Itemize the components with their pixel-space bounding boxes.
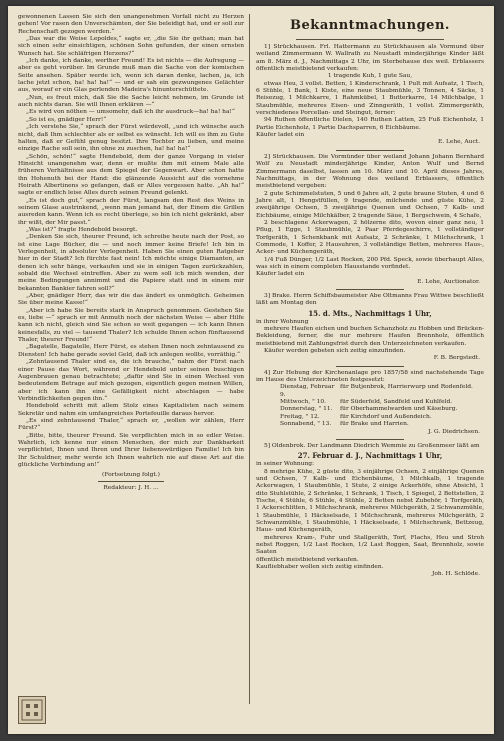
notice-4 xyxy=(256,370,484,436)
story-paragraph: „Bitte, bitte, theurer Freund. Sie verpflichten mich in so edler Weise. Wahrlich, ich kenne nur einen Menschen, der mich zur Dankbarkeit verpflichtet, Ihnen und Ihren und Ihrer liebenswürdigen Familie! Ich bin Ihr Schuldner, mehr werde ich Ihnen wahrlich nie auf diese Art auf die glückliche Verbindung an!“ xyxy=(18,432,244,468)
schedule-row xyxy=(256,421,484,428)
story-paragraph: „So ist es, gnädiger Herr!“ xyxy=(26,116,107,123)
schedule-day: Dienstag, Februar 9. xyxy=(280,384,335,398)
notice-paragraph: in seiner Wohnung: xyxy=(256,461,315,468)
schedule-day: Donnerstag, " 11. xyxy=(280,406,333,413)
notice-paragraph: 94 Ruthen öffentliche Dielen, 140 Ruthen Latten, 25 Fuß Eichenholz, 1 Partie Eichenholz, 1 Partie Dachsparren, 6 Eichbäume. xyxy=(256,117,484,131)
schedule-row xyxy=(256,384,484,399)
notice-signature: F. B. Bergstedt. xyxy=(433,355,480,362)
notice-paragraph: etwas Heu, 3 vollst. Betten, 1 Kinderschrank, 1 Pult mit Aufsatz, 1 Tisch, 6 Stühle, 1 Bank, 1 Kiste, eine neue Staubmühle, 3 Tonnen, 4 Säcke, 1 Reisezug, 1 Milchkarre, 1 Rahmkübel, 1 Butterkarre, 14 Milchbalge, 1 Staubmühle, mehreres Eisen- und Zinngeräth, 1 vollst. Zimmergeräth, verschiedenes Porcellan- und Steingut, ferner: xyxy=(256,80,484,117)
notice-paragraph: 3] Brake. Herrn Schiffsbaumeister Abe Oltmanns Frau Wittwe beschließt läßt am Montag den xyxy=(256,293,484,307)
notice-paragraph: 1/4 Fuß Dünger, 1/2 Last Rocken, 200 Pfd. Speck, sowie überhaupt Alles, was sich in einem completen Hausstande vorfindet. xyxy=(256,256,484,270)
auction-date: 27. Februar d. J., Nachmittags 1 Uhr, xyxy=(297,451,443,461)
notice-paragraph: 1] Strückhausen. Frl. Hattermann zu Strückhausen als Vormund über weiland Zimmermann W. Wallrath zu Neustadt minderjährige Kinder läßt am 8. März d. J., Nachmittags 2 Uhr, im Sterbehause des weil. Erblassers öffentlich meistbietend verkaufen: xyxy=(256,44,484,73)
heading-rule xyxy=(296,39,444,40)
notice-paragraph: 4] Zur Hebung der Kirchenanlage pro 1857/58 sind nachstehende Tage im Hause des Unterzeichneten festgesetzt: xyxy=(256,369,484,384)
story-paragraph: „Es sind zehntausend Thaler,“ sprach er, „wollen wir zählen, Herr Fürst?“ xyxy=(18,417,244,432)
notice-paragraph: Käufer ladet ein xyxy=(256,271,305,278)
notice-signature: E. Lehe, Auct. xyxy=(437,139,480,146)
schedule-day: Mittwoch, " 10. xyxy=(280,399,327,406)
schedule-day: Freitag, " 12. xyxy=(280,413,320,420)
notice-paragraph: mehrere Haufen eichen und buchen Schanzholz zu Hobben und Brücken-Bekleidung, ferner, die nur mehrere Haufen Brennholz, öffentlich meistbietend mit Zahlungsfrist durch den Unterzeichneten verkaufen. xyxy=(256,326,484,347)
library-stamp-icon xyxy=(18,696,46,724)
schedule-place: für Kirchdorf und Außendeich. xyxy=(340,413,432,420)
notice-rule xyxy=(336,289,404,290)
newspaper-page xyxy=(8,6,494,734)
notice-paragraph: Käufer werden gebeten sich zeitig einzufinden. xyxy=(264,348,406,355)
column-divider xyxy=(249,14,250,704)
notice-paragraph: 5] Oldenbrok. Der Landmann Diedrich Wemmie zu Großenmeer läßt am xyxy=(264,442,480,449)
notice-paragraph: Käufer ladet ein xyxy=(256,132,305,139)
schedule-row xyxy=(256,414,484,421)
notice-paragraph: 1 tragende Kuh, 1 gute Sau, xyxy=(327,73,413,80)
story-paragraph: „Aber ich habe Sie bereits stark in Anspruch genommen. Gestehen Sie es, liebe —“ sprach er mit Anmuth noch der nächsten Weise — aber Hilfe kann ich nicht, gleich sind Sie schon so weit gegangen — ich kann Ihnen keinesfalls, zu viel — tausend Thaler? Ich schulde Ihnen schon fünftausend Thaler, theurer Freund!“ xyxy=(18,307,244,344)
schedule-place: für Brake und Harrien. xyxy=(340,421,409,428)
story-paragraph: „Aber, gnädiger Herr, das wir die das ändert es unmöglich. Geheimen Sie über meine Kasse!“ xyxy=(18,293,244,307)
story-paragraph: „Nun, es freut mich, daß Sie die Sache leicht nehmen, im Grunde ist auch nichts daran. Sie will Ihnen erklären —“ xyxy=(18,94,244,109)
footer-credit: Redakteur: J. H. ... xyxy=(103,485,159,492)
notice-paragraph: öffentlich meistbietend verkaufen. xyxy=(256,556,359,563)
schedule-place: für Oberhammelwarden und Käseburg. xyxy=(340,406,458,413)
notice-rule xyxy=(336,366,404,367)
notice-signature: J. G. Diedrichsen. xyxy=(428,428,480,435)
story-paragraph: „Das war die Weise Lepoldes,“ sagte er, „die Sie ihr gethan; man hat sich einen sehr einsichtigen, schönen Sohn gefunden, der einen ernsten Wunsch hat. Sie schläfrigen Herzens?“ xyxy=(18,36,244,57)
schedule-row xyxy=(256,406,484,413)
section-heading: Bekanntmachungen. xyxy=(290,18,450,33)
story-paragraph: „Ich danke, ich danke, werther Freund! Es ist nichts — die Aufregung — aber es geht vorüber. Im Grunde muß man die Sache von der komischen Seite ansehen. Später werde ich, wenn ich daran denke, lachen, ja, ich lache jetzt schon, ha! ha! ha!“ — und er sah ein gezwungenes Gelächter aus, worauf er ein Glas perlenden Madeira's hinunterschüttete. xyxy=(18,58,244,94)
notice-rule xyxy=(336,150,404,151)
story-paragraph: „Bagatelle, Bagatelle, Herr Fürst, es stehen Ihnen noch zehntausend zu Diensten! Ich habe gerade soviel Geld, daß ich anlegen wollte, vorräthig.“ xyxy=(18,344,244,358)
notice-paragraph: mehreres Kram-, Fuhr und Stallgeräth, Torf, Flachs, Heu und Stroh nebst Roggen, 1/2 Last Rocken, 1/2 Last Roggen, Saat, Brennholz, sowie Saaten xyxy=(256,534,484,556)
story-paragraph: Hendebold schritt mit allem Stolz eines Kapitalisten nach seinem Sekretär und nahm ein umfangreiches Portefeuille daraus hervor. xyxy=(18,403,244,417)
story-paragraph: „Was ist?“ fragte Hendebold besorgt. xyxy=(26,226,138,233)
notice-signature: E. Lehe, Auctionator. xyxy=(417,278,480,285)
auction-date: 15. d. Mts., Nachmittags 1 Uhr, xyxy=(308,308,432,318)
schedule-day: Sonnabend, " 13. xyxy=(280,421,332,428)
continuation-note: (Fortsetzung folgt.) xyxy=(102,472,160,479)
story-paragraph: „Schön, schön!“ sagte Hendebold, dem der ganze Vorgang in vieler Hinsicht unangenehm war, denn er mußte ihm mit einem Male alle früheren Verhältnisse aus dem Spiegel der Gegenwart. Aber schon hatte ihn Hohenuth bei der Hand: die glänzende Aussicht auf die vornehme Heirath Albertinens so gefangen, daß er Alles vergessen hatte. „Ah ha!“ sagte er endlich leise Alles durch seinen Freund gelenkt. xyxy=(18,153,244,197)
notice-paragraph: 2] Strückhausen. Die Vormünder über weiland Johann Johann Bernhard Wolf zu Neustadt minderjährige Kinder, Anton Wulf und Bernd Zimmermann daselbst, lassen am 10. März und 10. April dieses Jahres, Nachmittags, in der Wohnung des weiland Erblassers, öffentlich meistbietend vergeben: xyxy=(256,153,484,190)
story-paragraph: „Es wird von nöthen — umsomehr, daß ich ihr ausdruck—ha! ha! ha!“ xyxy=(26,109,235,116)
notice-paragraph: 2 gute Schimmelstuten, 5 und 6 Jahre alt, 2 gute braune Stuten, 4 und 6 Jahre alt, 1 Hengstfüllen, 9 tragende, milchende und güste Kühe, 2 zweijährige Ochsen, 5 zweijährige Quenen und Ochsen, 7 Kalb- und Eichbäume, einige Milchkälber, 2 tragende Säue, 1 Bergschwein, 4 Schafe, xyxy=(256,190,484,219)
schedule-place: für Butjenbrok, Harrierwurp und Rodenfeld. xyxy=(340,384,473,391)
schedule-place: für Süderfeld, Sandfeld und Kuhlfeld. xyxy=(340,399,453,406)
notice-2 xyxy=(256,154,484,286)
story-paragraph: „Ich verstehe Sie,“ sprach der Fürst würdevoll, „und ich wünsche auch nicht, daß Ihm schlechter als er selbst es wünscht. Ich will es ihm zu Gute halten, daß er Gefühl genug besitzt. Ihre Tochter zu lieben, und meine einzige Rache soll sein, ihn ohne zu zuschen, ha! ha! ha!“ xyxy=(18,124,244,153)
notice-signature: Joh. H. Schlöde. xyxy=(431,571,480,578)
divider-rule xyxy=(98,481,164,482)
schedule-row xyxy=(256,399,484,406)
story-paragraph: „Zehntausend Thaler sind es, die ich brauche,“ nahm der Fürst nach einer Pause das Wort, während er Hendebold unter seinen buschigen Augenbrauen genau betrachtete; „dafür sind Sie in einen Wechsel von bedeutendem Betrage auf mich gezogen, eigentlich gegen meinen Willen, aber ich kann ihn eine Gefälligkeit nicht abschlagen — habe Verbindlichkeiten gegen ihn.“ xyxy=(18,359,244,402)
story-paragraph: „Es ist doch gut,“ sprach der Fürst, langsam den Rest des Weins in seinem Glase austrinkend, „wenn man jemand hat, der Einem die Grillen ausreden kann. Wenn ich es recht überlege, so bin ich nicht gekränkt, aber ihr wißt, der Mir passt.“ xyxy=(18,197,244,226)
notice-paragraph: 2 beschlagene Ackerwagen, 2 hölzerne dito, wovon einer ganz neu, 1 Pflug, 1 Egge, 1 Staubmühle, 2 Paar Pferdegeschirre, 1 vollständiger Torfgeräth, 1 Schenkbank mit Aufsatz, 2 Schränke, 1 Milchschrank, 1 Commode, 1 Koffer, 2 Hausuhren, 3 vollständige Betten, mehreres Haus-, Acker- und Küchengeräth, xyxy=(256,219,484,256)
notice-1 xyxy=(256,44,484,147)
notice-rule xyxy=(336,439,404,440)
notice-paragraph: in ihrer Wohnung xyxy=(256,318,309,325)
notices-column xyxy=(256,14,484,579)
story-column xyxy=(18,14,244,491)
story-paragraph: gewonnenen Lassen Sie sich den unangenehmen Vorfall nicht zu Herzen gehen! Vor rasen den Unverschämten, der Sie beleidigt hat, und er soll zur Rechenschaft gezogen werden.“ xyxy=(18,14,244,35)
notice-paragraph: 8 mehrige Kühe, 2 güste dito, 3 einjährige Ochsen, 2 einjährige Quenen und Ochsen, 7 Kalb- und Eichenbäume, 1 Milchkalb, 1 tragende Ackerwagen, 1 Staubmühle, 1 Stute, 2 einige Ackerhöfe, ohne Absicht, 1 dito Stuhlstühle, 2 Schränke, 1 Schrank, 1 Tisch, 1 Spiegel, 2 Bettstellen, 2 Tische, 4 Stühle, 6 Stühle, 4 Stühle, 2 Betten nebst Zubehör, 1 Torfgeräth, 1 Ackerschlitten, 1 Milchschrank, mehreres Milchgeräth, 2 Schwanzmühle, 1 Staubmühle, 1 Häckselsade, 1 Milchschrank, mehreres Milchgeräth, 2 Schwanzmühle, 1 Staubmühle, 1 Häckselsade, 1 Milchschrank, Bettzeug, Haus- und Küchengeräth, xyxy=(256,468,484,534)
notice-paragraph: Kaufliebhaber wollen sich zeitig einfinden. xyxy=(256,564,384,570)
notice-3 xyxy=(256,293,484,363)
story-paragraph: „Denken Sie sich, theurer Freund, ich schreibe heute nach der Post, so ist eine Lage Bücher, die — und noch immer keine Briefe! Ich bin in Verlegenheit, in absoluter Verlegenheit. Haben Sie einen guten Ratgeber hier in der Stadt? Ich fürchte fast nein! Ich möchte einige Diamanten, an denen ich sehr hänge, verkaufen und sie in einigen Tagen zurückzahlen, sobald die Wechsel eintreffen. Aber zu wem soll ich mich wenden, der meine Bedingungen annimmt und die Papiere statt und in einem mir bekannten Bankier fahren soll?“ xyxy=(18,234,244,292)
notice-5 xyxy=(256,443,484,579)
